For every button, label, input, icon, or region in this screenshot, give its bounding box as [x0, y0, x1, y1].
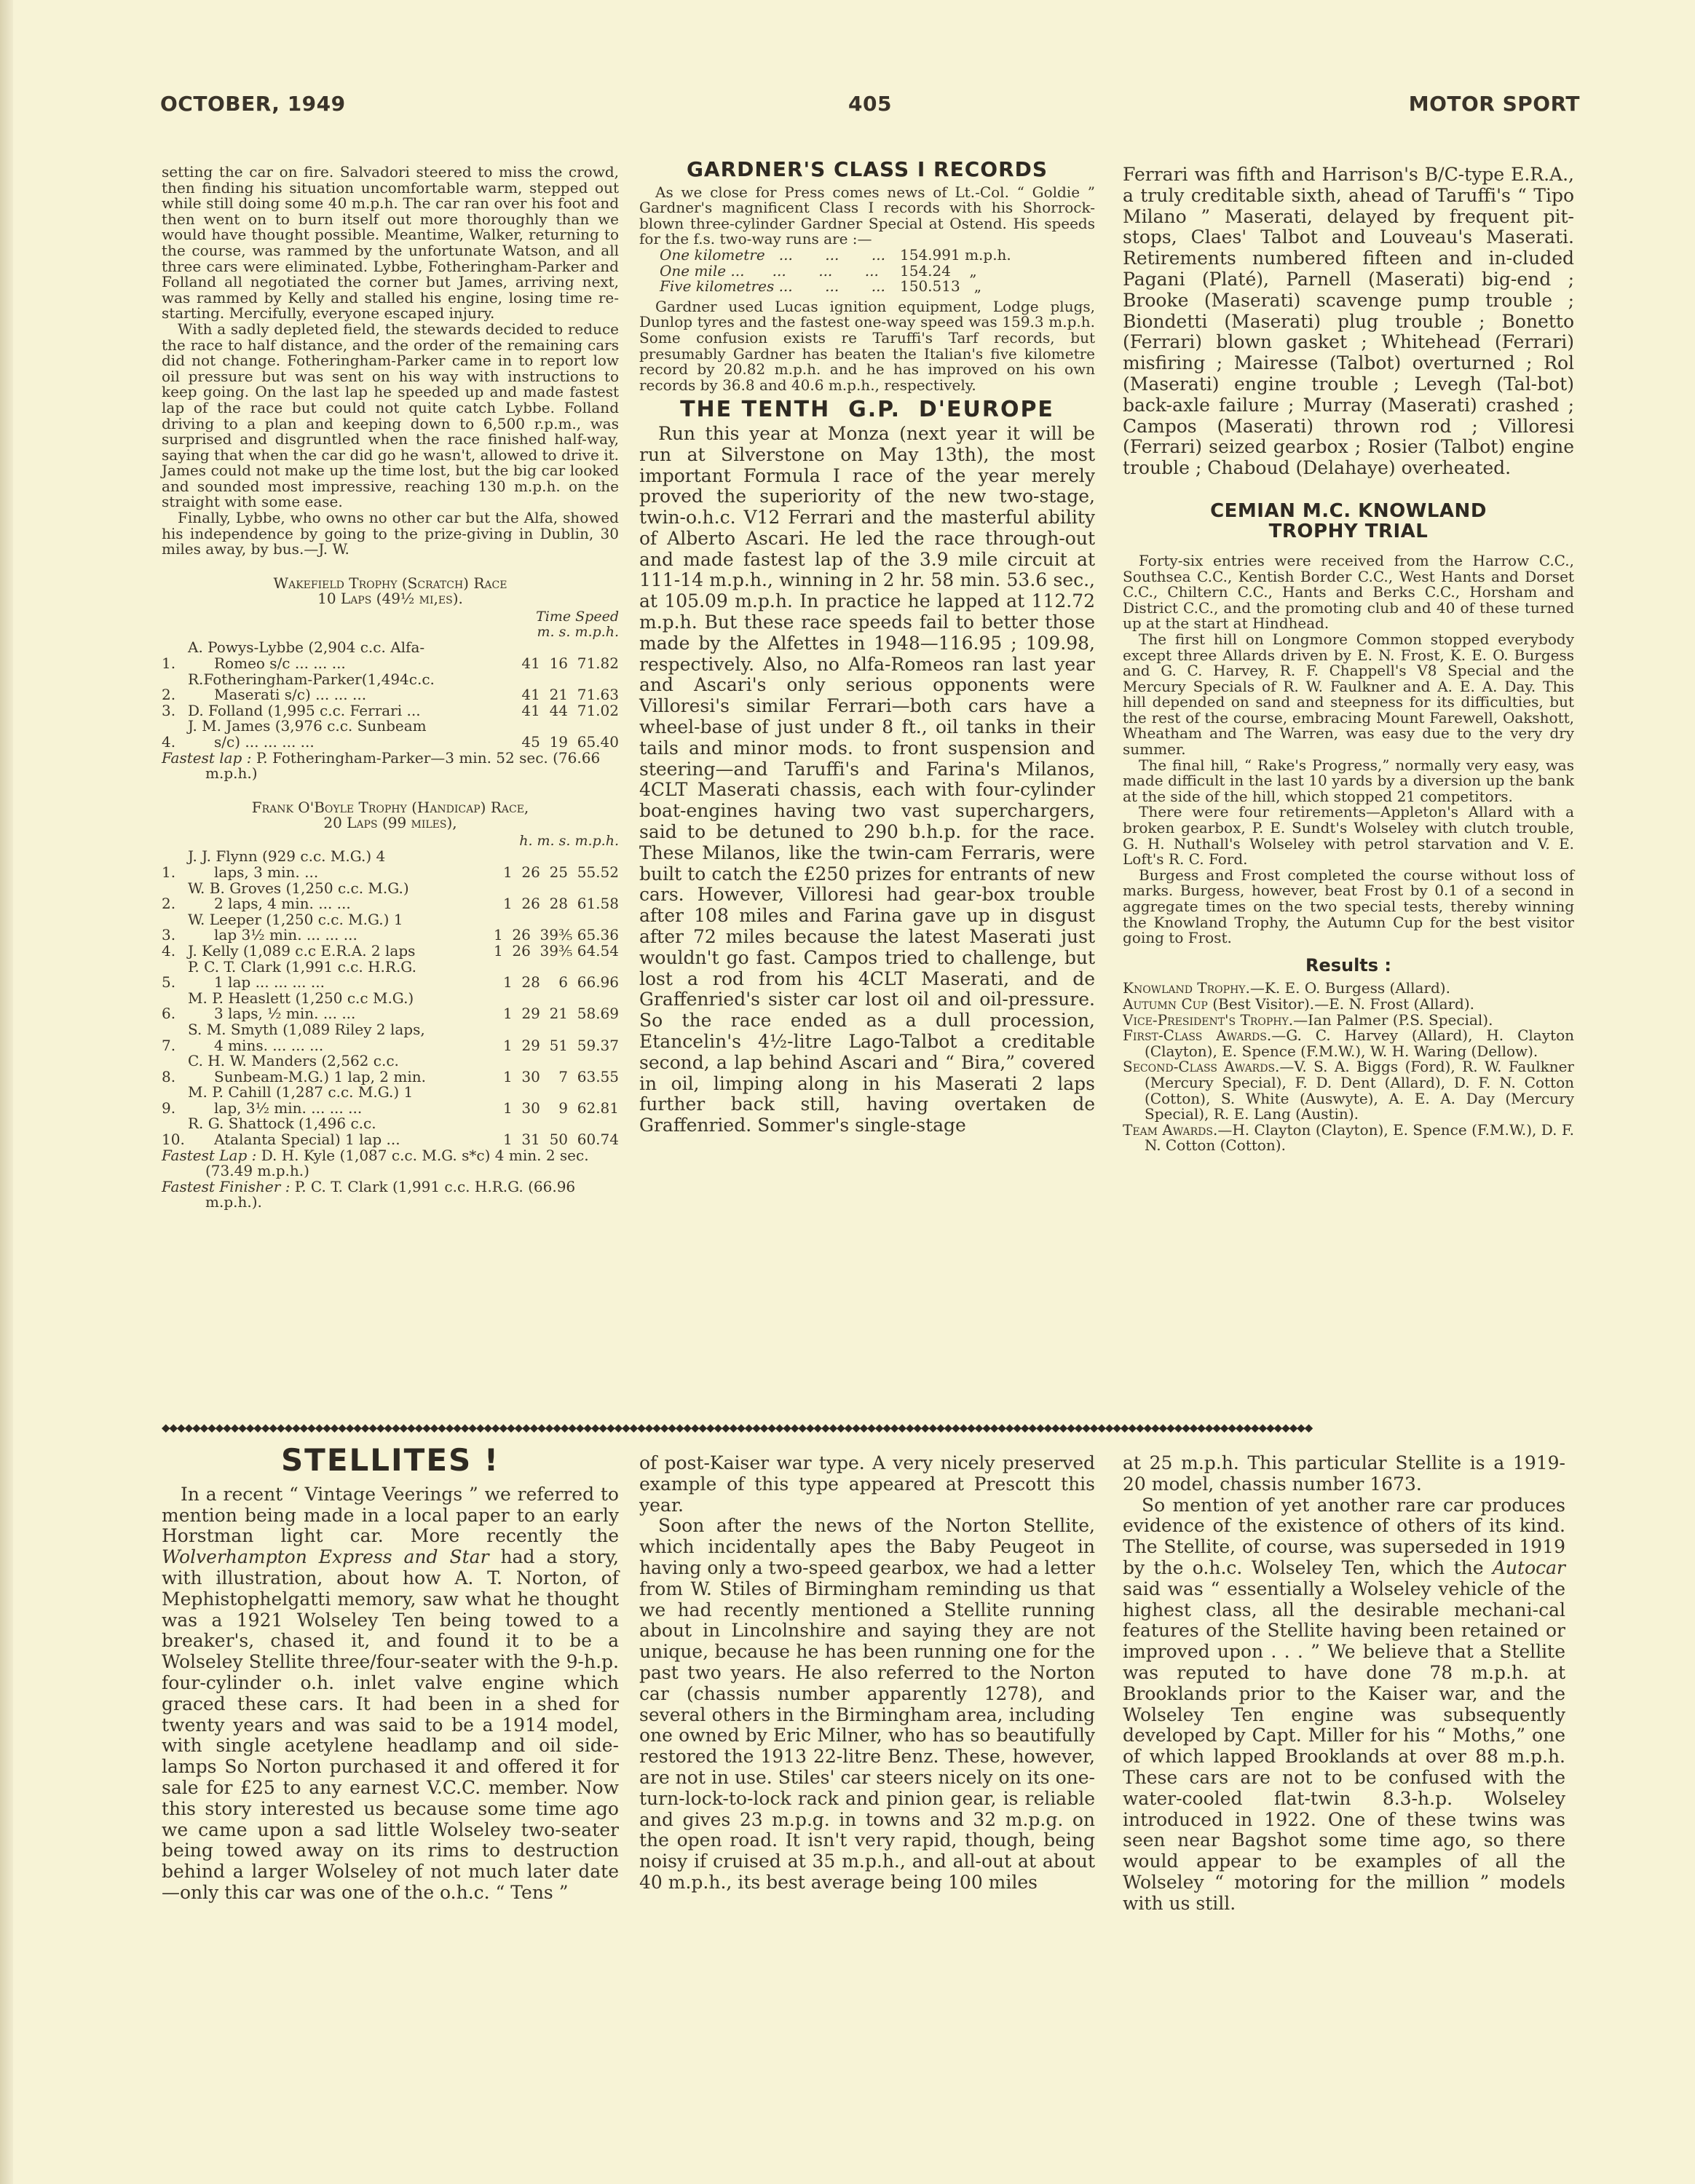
- result-row: [162, 1116, 619, 1147]
- time-and-speed: 1 30 7 63.55: [502, 1067, 619, 1085]
- result-row: [162, 1053, 619, 1085]
- entrant-line: Romeo s/c ... ... ...: [214, 654, 346, 673]
- position-number: 1.: [162, 863, 176, 881]
- entrant-line: lap 3½ min. ... ... ...: [214, 926, 357, 944]
- entrant-line: J. Kelly (1,089 c.c E.R.A. 2 laps: [188, 941, 416, 960]
- position-number: 10.: [162, 1131, 185, 1149]
- entrant-line: s/c) ... ... ... ...: [214, 733, 315, 751]
- race-report-paragraph: setting the car on fire. Salvadori steered to miss the crowd, then finding his situation uncomfortable warm, stepped out while still doing some 40 m.p.h. The car ran over his foot and then went on to burn itself out more thoroughly than we would have thought possible. Meantime, Walker, returning to the course, was rammed by the unfortunate Watson, and all three cars were eliminated. Lybbe, Fotheringham-Parker and Folland all negotiated the corner but James, arriving next, was rammed by Kelly and stalled his engine, losing time re-starting. Mercifully, everyone escaped injury.: [162, 163, 619, 323]
- entrant-description: [188, 881, 489, 912]
- wakefield-units-subheader: m. s. m.p.h.: [537, 624, 619, 641]
- position-number: 4.: [162, 733, 176, 751]
- award-title: Vice-President's Trophy.: [1123, 1010, 1294, 1029]
- time-and-speed: 1 29 21 58.69: [502, 1005, 619, 1023]
- column-1: [162, 165, 619, 1211]
- text-run: So mention of yet another rare car produces evidence of the existence of others of its kind. The Stellite, of course, was superseded in 1919 by the o.h.c. Wolseley Ten, which the: [1123, 1494, 1565, 1578]
- award-title: Autumn Cup: [1123, 994, 1208, 1013]
- record-row: [639, 279, 1095, 295]
- publication-title: Wolverhampton Express and Star: [162, 1546, 489, 1568]
- award-winners: —H. Clayton (Clayton), E. Spence (F.M.W.), D. F. N. Cotton (Cotton).: [1145, 1120, 1574, 1155]
- award-title: Team Awards.: [1123, 1120, 1218, 1139]
- trial-paragraph: There were four retirements—Appleton's Allard with a broken gearbox, P. E. Sundt's Wolseley with clutch trouble, G. H. Nuthall's Wolseley with petrol starvation and V. E. Loft's R. C. Ford.: [1123, 803, 1574, 869]
- entrant-description: [188, 943, 489, 960]
- entrant-line: M. P. Heaslett (1,250 c.c M.G.): [188, 989, 414, 1007]
- race-report-paragraph: Finally, Lybbe, who owns no other car but the Alfa, showed his independence by going to the prize-giving in Dublin, 30 miles away, by bus.—J. W.: [162, 509, 619, 558]
- entrant-line: J. M. James (3,976 c.c. Sunbeam: [188, 717, 427, 735]
- award-entry: [1123, 1028, 1574, 1059]
- entrant-description: [188, 1085, 489, 1116]
- stellites-column-1: [162, 1444, 619, 1904]
- column-3: [1123, 165, 1574, 1154]
- entrant-line: W. B. Groves (1,250 c.c. M.G.): [188, 879, 409, 897]
- position-number: 5.: [162, 973, 176, 992]
- fastest-finisher-label: Fastest Finisher :: [162, 1177, 291, 1195]
- entrant-line: R. G. Shattock (1,496 c.c.: [188, 1115, 376, 1133]
- time-and-speed: 1 26 39⅗ 64.54: [493, 941, 619, 960]
- time-and-speed: 41 16 71.82: [521, 654, 619, 673]
- award-title: Knowland Trophy.: [1123, 979, 1250, 997]
- trial-paragraph: The final hill, “ Rake's Progress,” normally very easy, was made difficult in the last 10 yards by a diversion up the bank at the side of the hill, which stopped 21 competitors.: [1123, 756, 1574, 805]
- trial-paragraph: The first hill on Longmore Common stopped everybody except three Allards driven by E. N. Frost, K. E. O. Burgess and G. C. Harvey, R. F. Chappell's V8 Special and the Mercury Specials of R. W. Faulkner and A. E. A. Day. This hill depended on sand and steepness for its difficulties, but the rest of the course, embracing Mount Farewell, Oakshott, Wheatham and The Warren, was easy due to the very dry summer.: [1123, 630, 1574, 759]
- entrant-description: [188, 719, 489, 750]
- result-row: [162, 703, 619, 719]
- stellites-paragraph: of post-Kaiser war type. A very nicely preserved example of this type appeared at Prescott this year.: [639, 1452, 1095, 1516]
- record-speed: 154.24 „: [900, 261, 977, 280]
- text-run: said was “ essentially a Wolseley vehicle of the highest class, all the desirable mechani-cal features of the Stellite having been retained or improved upon . . . ” We believe that a Stellite was reputed to have done 78 m.p.h. at Brooklands prior to the Kaiser war, and the Wolseley Ten engine was subsequently developed by Capt. Miller for his “ Moths,” one of which lapped Brooklands at over 88 m.p.h. These cars are not to be confused with the water-cooled flat-twin 8.3-h.p. Wolseley introduced in 1922. One of these twins was seen near Bagshot some time ago, so there would appear to be examples of all the Wolseley “ motoring for the million ” models with us still.: [1123, 1578, 1565, 1914]
- header-date: OCTOBER, 1949: [160, 92, 346, 116]
- result-row: [162, 640, 619, 671]
- entrant-description: [188, 912, 489, 943]
- oboyle-title: Frank O'Boyle Trophy (Handicap) Race,: [251, 798, 529, 816]
- result-row: [162, 849, 619, 880]
- time-and-speed: 41 44 71.02: [521, 701, 619, 719]
- entrant-line: P. C. T. Clark (1,991 c.c. H.R.G.: [188, 957, 416, 976]
- wakefield-units-header: Time Speed: [536, 609, 619, 625]
- award-winners: —Ian Palmer (P.S. Special).: [1293, 1010, 1493, 1029]
- position-number: 9.: [162, 1099, 176, 1117]
- trial-paragraph: Burgess and Frost completed the course without loss of marks. Burgess, however, beat Frost by 0.1 of a second in aggregate times on the two special tests, thereby winning the Knowland Trophy, the Autumn Cup for the best visitor going to Frost.: [1123, 866, 1574, 947]
- time-and-speed: 1 30 9 62.81: [502, 1099, 619, 1117]
- award-entry: [1123, 981, 1574, 997]
- record-speed: 150.513 „: [900, 277, 982, 296]
- entrant-description: [188, 957, 489, 992]
- gardner-heading: GARDNER'S CLASS I RECORDS: [686, 157, 1048, 181]
- record-distance: One mile ... ... ... ...: [660, 261, 879, 280]
- result-row: [162, 991, 619, 1022]
- column-2: [639, 157, 1095, 1136]
- entrant-line: 1 lap ... ... ... ...: [214, 973, 325, 992]
- record-distance: One kilometre ... ... ...: [660, 245, 885, 264]
- entrant-description: [188, 1053, 489, 1085]
- trial-paragraph: Forty-six entries were received from the Harrow C.C., Southsea C.C., Kentish Border C.C., West Hants and Dorset C.C., Chiltern C.C., Hants and Berks C.C., Horsham and District C.C., and the promoting club and 40 of these turned up at the start at Hindhead.: [1123, 551, 1574, 633]
- trial-heading: [1123, 501, 1574, 542]
- entrant-line: S. M. Smyth (1,089 Riley 2 laps,: [188, 1020, 425, 1038]
- entrant-line: 3 laps, ½ min. ... ...: [214, 1005, 356, 1023]
- results-heading: Results :: [1305, 954, 1392, 976]
- fastest-lap-text: P. Fotheringham-Parker—3 min. 52 sec. (76.66 m.p.h.): [205, 748, 601, 783]
- stellites-paragraph: at 25 m.p.h. This particular Stellite is a 1919-20 model, chassis number 1673.: [1123, 1452, 1565, 1495]
- position-number: 1.: [162, 654, 176, 673]
- position-number: 2.: [162, 895, 176, 913]
- award-title: First-Class Awards.: [1123, 1026, 1272, 1045]
- entrant-line: laps, 3 min. ...: [214, 863, 319, 881]
- entrant-line: W. Leeper (1,250 c.c. M.G.) 1: [188, 910, 403, 928]
- trial-heading-line-1: CEMIAN M.C. KNOWLAND: [1210, 499, 1487, 522]
- result-row: [162, 881, 619, 912]
- result-row: [162, 943, 619, 960]
- page-binding-edge: [0, 0, 13, 2184]
- diamond-rule-divider: ◆◆◆◆◆◆◆◆◆◆◆◆◆◆◆◆◆◆◆◆◆◆◆◆◆◆◆◆◆◆◆◆◆◆◆◆◆◆◆◆◆◆◆◆◆◆◆◆◆◆◆◆◆◆◆◆◆◆◆◆◆◆◆◆◆◆◆◆◆◆◆◆◆◆◆◆◆◆◆◆◆◆◆◆◆◆◆◆◆◆◆◆◆◆◆◆◆◆◆◆◆◆◆◆◆◆◆◆◆◆◆◆◆◆◆◆◆◆◆◆◆◆◆◆◆◆◆◆◆◆◆◆◆◆◆◆◆◆◆◆◆◆◆◆◆◆◆◆◆◆: [162, 1422, 1313, 1433]
- time-and-speed: 1 29 51 59.37: [502, 1036, 619, 1054]
- fastest-finisher-text: P. C. T. Clark (1,991 c.c. H.R.G. (66.96 m.p.h.).: [205, 1177, 576, 1211]
- entrant-line: R.Fotheringham-Parker(1,494c.c.: [188, 670, 435, 688]
- result-row: [162, 1022, 619, 1053]
- stellites-heading: STELLITES !: [280, 1442, 500, 1478]
- entrant-line: Maserati s/c) ... ... ...: [214, 686, 367, 704]
- trial-heading-line-2: TROPHY TRIAL: [1268, 520, 1429, 542]
- award-winners: (Best Visitor).—E. N. Frost (Allard).: [1207, 994, 1475, 1013]
- text-run: In a recent “ Vintage Veerings ” we referred to mention being made in a local paper to an early Horstman light car. More recently the: [162, 1483, 619, 1547]
- entrant-line: 4 mins. ... ... ...: [214, 1036, 324, 1054]
- entrant-line: D. Folland (1,995 c.c. Ferrari ...: [188, 701, 421, 719]
- stellites-paragraph: [1123, 1495, 1565, 1915]
- award-winners: —K. E. O. Burgess (Allard).: [1249, 979, 1450, 997]
- wakefield-results-table: [162, 575, 619, 782]
- position-number: 3.: [162, 701, 176, 719]
- result-row: [162, 912, 619, 943]
- oboyle-subtitle: 20 Laps (99 miles),: [323, 813, 457, 831]
- entrant-line: Sunbeam-M.G.) 1 lap, 2 min.: [214, 1067, 426, 1085]
- fastest-lap-label: Fastest Lap :: [162, 1146, 257, 1164]
- entrant-line: lap, 3½ min. ... ... ...: [214, 1099, 363, 1117]
- stellites-paragraph: [162, 1484, 619, 1904]
- time-and-speed: 1 26 28 61.58: [502, 895, 619, 913]
- fastest-lap-text: D. H. Kyle (1,087 c.c. M.G. s*c) 4 min. 2 sec. (73.49 m.p.h.): [205, 1146, 589, 1180]
- award-entry: [1123, 1120, 1574, 1155]
- oboyle-units-header: h. m. s. m.p.h.: [519, 833, 619, 850]
- entrant-description: [188, 1116, 489, 1147]
- wakefield-title: Wakefield Trophy (Scratch) Race: [273, 574, 507, 592]
- time-and-speed: 1 28 6 66.96: [502, 973, 619, 992]
- award-entry: [1123, 1059, 1574, 1122]
- award-winners: —G. C. Harvey (Allard), H. Clayton (Clayton), E. Spence (F.M.W.), W. H. Waring (Dellow).: [1145, 1026, 1574, 1060]
- record-row: [639, 261, 1095, 280]
- result-row: [162, 672, 619, 703]
- record-row: [639, 245, 1095, 264]
- result-row: [162, 1085, 619, 1116]
- award-winners: —V. S. A. Biggs (Ford), R. W. Faulkner (Mercury Special), F. D. Dent (Allard), D. F. N. Cotton (Cotton), S. White (Auswyte), A. E. A. Day (Mercury Special), R. E. Lang (Austin).: [1145, 1058, 1574, 1123]
- time-and-speed: 1 26 25 55.52: [502, 863, 619, 881]
- entrant-description: [188, 672, 489, 703]
- record-speed: 154.991 m.p.h.: [900, 245, 1011, 264]
- header-page-number: 405: [848, 92, 892, 116]
- entrant-description: [188, 1022, 489, 1053]
- entrant-description: [188, 991, 489, 1022]
- gardner-records-list: [639, 245, 1095, 296]
- gp-paragraph: Run this year at Monza (next year it will be run at Silverstone on May 13th), the most important Formula I race of the year merely proved the superiority of the new two-stage, twin-o.h.c. V12 Ferrari and the masterful ability of Alberto Ascari. He led the race through-out and made fastest lap of the 3.9 mile circuit at 111-14 m.p.h., winning in 2 hr. 58 min. 53.6 sec., at 105.09 m.p.h. In practice he lapped at 112.72 m.p.h. But these race speeds fail to better those made by the Alfettes in 1948—116.95 ; 109.98, respectively. Also, no Alfa-Romeos ran last year and Ascari's only serious opponents were Villoresi's similar Ferrari—both cars have a wheel-base of just under 8 ft., oil tanks in their tails and minor mods. to front suspension and steering—and Taruffi's and Farina's Milanos, 4CLT Maserati chassis, each with four-cylinder boat-engines having two vast superchargers, said to be detuned to 290 b.h.p. for the race. These Milanos, like the twin-cam Ferraris, were built to catch the £250 prizes for entrants of new cars. However, Villoresi had gear-box trouble after 108 miles and Farina gave up in disgust after 72 miles because the latest Maserati just wouldn't go fast. Campos tried to challenge, but lost a rod from his 4CLT Maserati, and de Graffenried's sister car lost oil and oil-pressure. So the race ended as a dull procession, Etancelin's 4½-litre Lago-Talbot a creditable second, a lap behind Ascari and “ Bira,” covered in oil, limping along in his Maserati 2 laps further back still, having overtaken de Graffenried. Sommer's single-stage: [639, 422, 1095, 1136]
- header-magazine-title: MOTOR SPORT: [1408, 92, 1580, 116]
- entrant-description: [188, 640, 489, 671]
- text-run: had a story, with illustration, about how A. T. Norton, of Mephistophelgatti memory, saw what he thought was a 1921 Wolseley Ten being towed to a breaker's, chased it, and found it to be a Wolseley Stellite three/four-seater with the 9-h.p. four-cylinder o.h. inlet valve engine which graced these cars. It had been in a shed for twenty years and was said to be a 1914 model, with single acetylene headlamp and oil side-lamps So Norton purchased it and offered it for sale for £25 to any earnest V.C.C. member. Now this story interested us because some time ago we came upon a sad little Wolseley two-seater being towed away on its rims to destruction behind a larger Wolseley of not much later date—only this car was one of the o.h.c. “ Tens ”: [162, 1546, 619, 1903]
- wakefield-subtitle: 10 Laps (49½ mi,es).: [317, 589, 463, 607]
- entrant-line: J. J. Flynn (929 c.c. M.G.) 4: [188, 847, 386, 866]
- time-and-speed: 41 21 71.63: [521, 686, 619, 704]
- position-number: 7.: [162, 1036, 176, 1054]
- entrant-line: Atalanta Special) 1 lap ...: [214, 1131, 400, 1149]
- running-header: [160, 92, 1580, 121]
- entrant-description: [188, 849, 489, 880]
- trial-results-list: [1123, 981, 1574, 1154]
- award-entry: [1123, 1010, 1574, 1029]
- time-and-speed: 1 26 39⅗ 65.36: [493, 926, 619, 944]
- entrant-line: 2 laps, 4 min. ... ...: [214, 895, 351, 913]
- award-entry: [1123, 994, 1574, 1013]
- gardner-paragraph: Gardner used Lucas ignition equipment, Lodge plugs, Dunlop tyres and the fastest one-way speed was 159.3 m.p.h. Some confusion exists re Taruffi's Tarf records, but presumably Gardner has beaten the Italian's five kilometre record by 20.82 m.p.h. and he has improved on his own records by 36.8 and 40.6 m.p.h., respectively.: [639, 297, 1095, 394]
- fastest-lap-label: Fastest lap :: [162, 748, 252, 767]
- position-number: 4.: [162, 941, 176, 960]
- record-distance: Five kilometres ... ... ...: [660, 277, 885, 296]
- race-report-paragraph: With a sadly depleted field, the stewards decided to reduce the race to half distance, and the order of the remaining cars did not change. Fotheringham-Parker came in to report low oil pressure but was sent on his way with instructions to keep going. On the last lap he speeded up and made fastest lap of the race but could not quite catch Lybbe. Folland driving to a plan and keeping down to 6,500 r.p.m., was surprised and disgruntled when the race finished half-way, saying that when the car did go he wasn't, allowed to drive it. James could not make up the time lost, but the big car looked and sounded most impressive, reaching 130 m.p.h. on the straight with some ease.: [162, 320, 619, 511]
- gardner-paragraph: As we close for Press comes news of Lt.-Col. “ Goldie ” Gardner's magnificent Class I records with his Shorrock-blown three-cylinder Gardner Special at Ostend. His speeds for the f.s. two-way runs are :—: [639, 183, 1095, 248]
- oboyle-fastest-lap: [162, 1148, 619, 1179]
- entrant-line: A. Powys-Lybbe (2,904 c.c. Alfa-: [188, 638, 425, 657]
- position-number: 3.: [162, 926, 176, 944]
- entrant-line: C. H. W. Manders (2,562 c.c.: [188, 1052, 399, 1070]
- publication-title: Autocar: [1492, 1556, 1565, 1578]
- stellites-column-2: [639, 1453, 1095, 1894]
- award-title: Second-Class Awards.: [1123, 1058, 1280, 1076]
- wakefield-fastest-lap: [162, 748, 619, 783]
- time-and-speed: 1 31 50 60.74: [502, 1131, 619, 1149]
- entrant-line: M. P. Cahill (1,287 c.c. M.G.) 1: [188, 1083, 414, 1101]
- gp-continued-paragraph: Ferrari was fifth and Harrison's B/C-type E.R.A., a truly creditable sixth, ahead of Taruffi's “ Tipo Milano ” Maserati, delayed by frequent pit-stops, Claes' Talbot and Louveau's Maserati. Retirements numbered fifteen and in-cluded Pagani (Platé), Parnell (Maserati) big-end ; Brooke (Maserati) scavenge pump trouble ; Biondetti (Maserati) plug trouble ; Bonetto (Ferrari) blown gasket ; Whitehead (Ferrari) misfiring ; Mairesse (Talbot) overturned ; Rol (Maserati) engine trouble ; Levegh (Tal-bot) back-axle failure ; Murray (Maserati) crashed ; Campos (Maserati) thrown rod ; Villoresi (Ferrari) seized gearbox ; Rosier (Talbot) engine trouble ; Chaboud (Delahaye) overheated.: [1123, 164, 1574, 479]
- oboyle-results-table: [162, 799, 619, 1211]
- result-row: [162, 957, 619, 992]
- result-row: [162, 719, 619, 750]
- time-and-speed: 45 19 65.40: [521, 733, 619, 751]
- entrant-description: [188, 703, 489, 719]
- oboyle-fastest-finisher: [162, 1179, 619, 1211]
- position-number: 2.: [162, 686, 176, 704]
- position-number: 8.: [162, 1067, 176, 1085]
- position-number: 6.: [162, 1005, 176, 1023]
- stellites-paragraph: Soon after the news of the Norton Stellite, which incidentally apes the Baby Peugeot in having only a two-speed gearbox, we had a letter from W. Stiles of Birmingham reminding us that we had recently mentioned a Stellite running about in Lincolnshire and saying they are not unique, because he has been running one for the past two years. He also referred to the Norton car (chassis number apparently 1278), and several others in the Birmingham area, including one owned by Eric Milner, who has so beautifully restored the 1913 22-litre Benz. These, however, are not in use. Stiles' car steers nicely on its one-turn-lock-to-lock rack and pinion gear, is reliable and gives 23 m.p.g. in towns and 32 m.p.g. on the open road. It isn't very rapid, though, being noisy if cruised at 35 m.p.h., and all-out at about 40 m.p.h., its best average being 100 miles: [639, 1515, 1095, 1893]
- stellites-column-3: [1123, 1453, 1565, 1915]
- gp-heading: THE TENTH G.P. D'EUROPE: [680, 397, 1054, 423]
